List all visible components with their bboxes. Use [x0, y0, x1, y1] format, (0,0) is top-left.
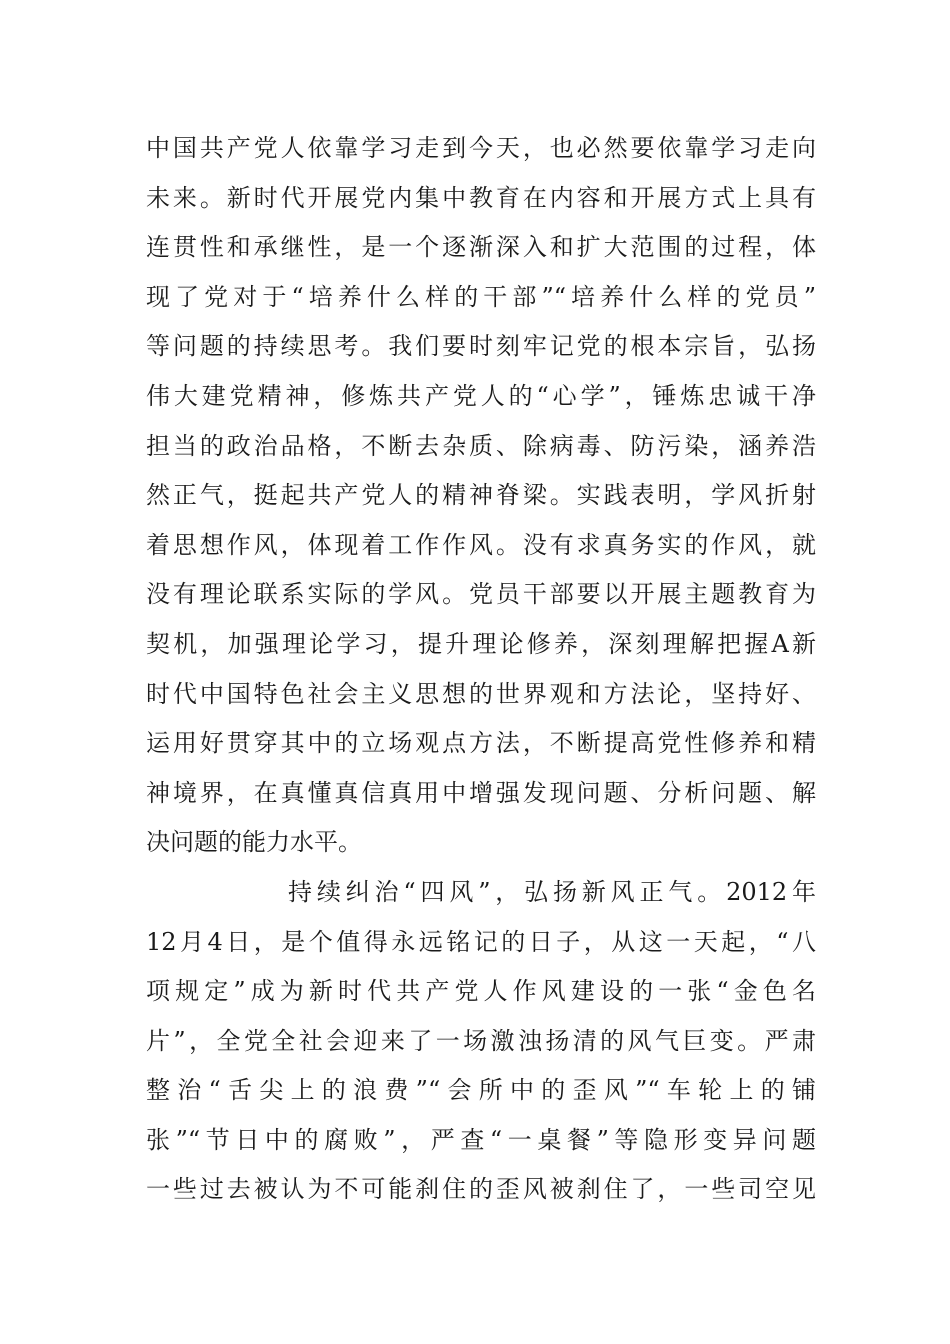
text-line: 一些过去被认为不可能刹住的歪风被刹住了，一些司空见: [146, 1175, 816, 1204]
text-line: 然正气，挺起共产党人的精神脊梁。实践表明，学风折射: [146, 481, 816, 510]
text-line: 项规定”成为新时代共产党人作风建设的一张“金色名: [146, 977, 816, 1006]
text-line: 整治“舌尖上的浪费”“会所中的歪风”“车轮上的铺: [146, 1076, 816, 1105]
text-line: 连贯性和承继性，是一个逐渐深入和扩大范围的过程，体: [146, 233, 816, 262]
text-line: 时代中国特色社会主义思想的世界观和方法论，坚持好、: [146, 679, 816, 708]
text-line: 12月4日，是个值得永远铭记的日子，从这一天起，“八: [146, 927, 816, 956]
text-line: 张”“节日中的腐败”，严查“一桌餐”等隐形变异问题: [146, 1125, 816, 1154]
text-line: 没有理论联系实际的学风。党员干部要以开展主题教育为: [146, 580, 816, 609]
text-line: 现了党对于“培养什么样的干部”“培养什么样的党员”: [146, 282, 816, 311]
text-line: 契机，加强理论学习，提升理论修养，深刻理解把握A新: [146, 629, 816, 658]
text-line: 神境界，在真懂真信真用中增强发现问题、分析问题、解: [146, 778, 816, 807]
text-line: 着思想作风，体现着工作作风。没有求真务实的作风，就: [146, 530, 816, 559]
text-line: 担当的政治品格，不断去杂质、除病毒、防污染，涵养浩: [146, 431, 816, 460]
paragraph-end-line: 决问题的能力水平。: [146, 828, 362, 857]
paragraph-first-line: 持续纠治“四风”，弘扬新风正气。2012年: [288, 877, 816, 906]
text-line: 等问题的持续思考。我们要时刻牢记党的根本宗旨，弘扬: [146, 332, 816, 361]
text-line: 伟大建党精神，修炼共产党人的“心学”，锤炼忠诚干净: [146, 381, 816, 410]
body-text: [146, 124, 816, 1215]
text-line: 运用好贯穿其中的立场观点方法，不断提高党性修养和精: [146, 729, 816, 758]
text-line: 未来。新时代开展党内集中教育在内容和开展方式上具有: [146, 183, 816, 212]
text-line: 中国共产党人依靠学习走到今天，也必然要依靠学习走向: [146, 134, 816, 162]
text-line: 片”，全党全社会迎来了一场激浊扬清的风气巨变。严肃: [146, 1026, 816, 1055]
